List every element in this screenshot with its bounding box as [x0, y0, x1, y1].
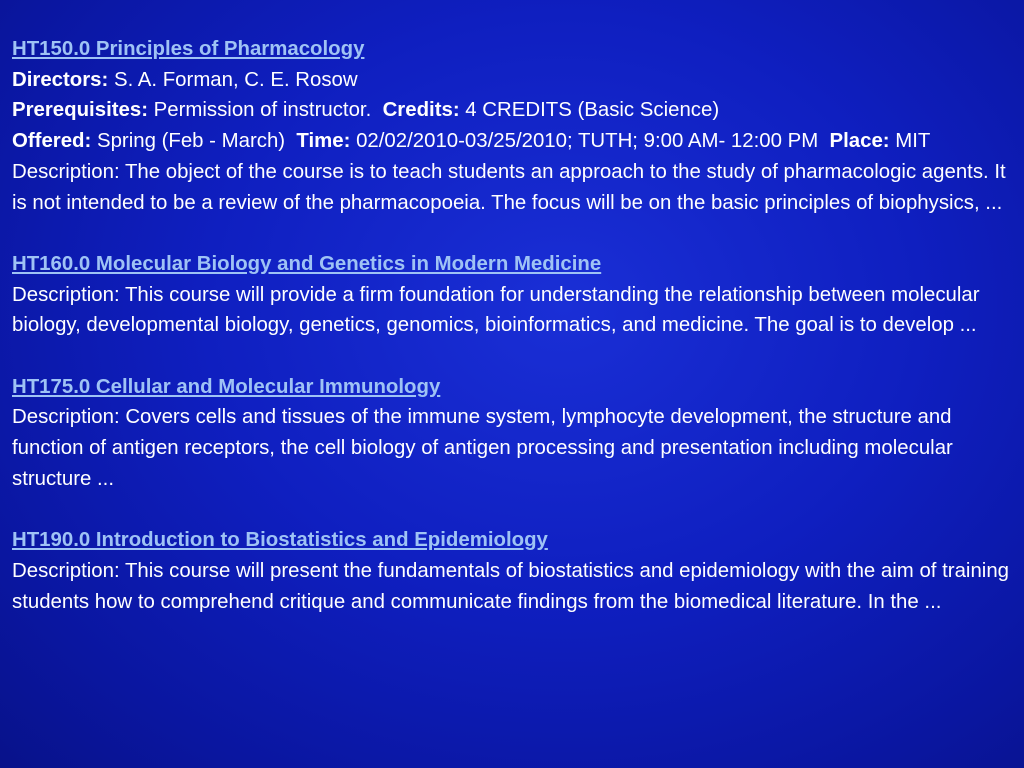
course-block-ht160: [12, 249, 1012, 341]
credits-value: 4 CREDITS (Basic Science): [459, 99, 720, 122]
offered-label: Offered:: [12, 130, 92, 153]
course-description: Description: This course will provide a firm foundation for understanding the relationship between molecular biology, developmental biology, genetics, genomics, bioinformatics, and medicine. The goal is to develop ...: [12, 283, 980, 337]
directors-value: S. A. Forman, C. E. Rosow: [108, 68, 358, 91]
course-description: Description: This course will present the fundamentals of biostatistics and epidemiology with the aim of training students how to comprehend critique and communicate findings from the biomedical literature. In the ...: [12, 559, 1010, 613]
course-block-ht190: [12, 525, 1012, 617]
course-description: Description: Covers cells and tissues of the immune system, lymphocyte development, the structure and function of antigen receptors, the cell biology of antigen processing and presentation including molecular structure ...: [12, 406, 953, 490]
prerequisites-label: Prerequisites:: [12, 99, 148, 122]
time-value: 02/02/2010-03/25/2010; TUTH; 9:00 AM- 12:00 PM: [350, 130, 830, 153]
course-description: Description: The object of the course is to teach students an approach to the study of pharmacologic agents. It is not intended to be a review of the pharmacopoeia. The focus will be on the basic principles of biophysics, ...: [12, 160, 1006, 214]
course-block-ht175: [12, 372, 1012, 495]
course-block-ht150: [12, 34, 1012, 218]
course-title-link[interactable]: HT190.0 Introduction to Biostatistics and Epidemiology: [12, 529, 548, 552]
place-label: Place:: [829, 130, 890, 153]
offered-time-place-line: [12, 126, 1012, 157]
time-label: Time:: [296, 130, 351, 153]
directors-line: [12, 65, 1012, 96]
course-title-link[interactable]: HT160.0 Molecular Biology and Genetics in Modern Medicine: [12, 252, 602, 275]
credits-label: Credits:: [382, 99, 460, 122]
course-title-link[interactable]: HT150.0 Principles of Pharmacology: [12, 38, 365, 60]
prerequisites-value: Permission of instructor.: [148, 99, 383, 122]
offered-value: Spring (Feb - March): [91, 130, 297, 153]
directors-label: Directors:: [12, 68, 109, 91]
place-value: MIT: [889, 130, 931, 153]
course-title-link[interactable]: HT175.0 Cellular and Molecular Immunology: [12, 375, 441, 398]
prereq-credits-line: [12, 95, 1012, 126]
